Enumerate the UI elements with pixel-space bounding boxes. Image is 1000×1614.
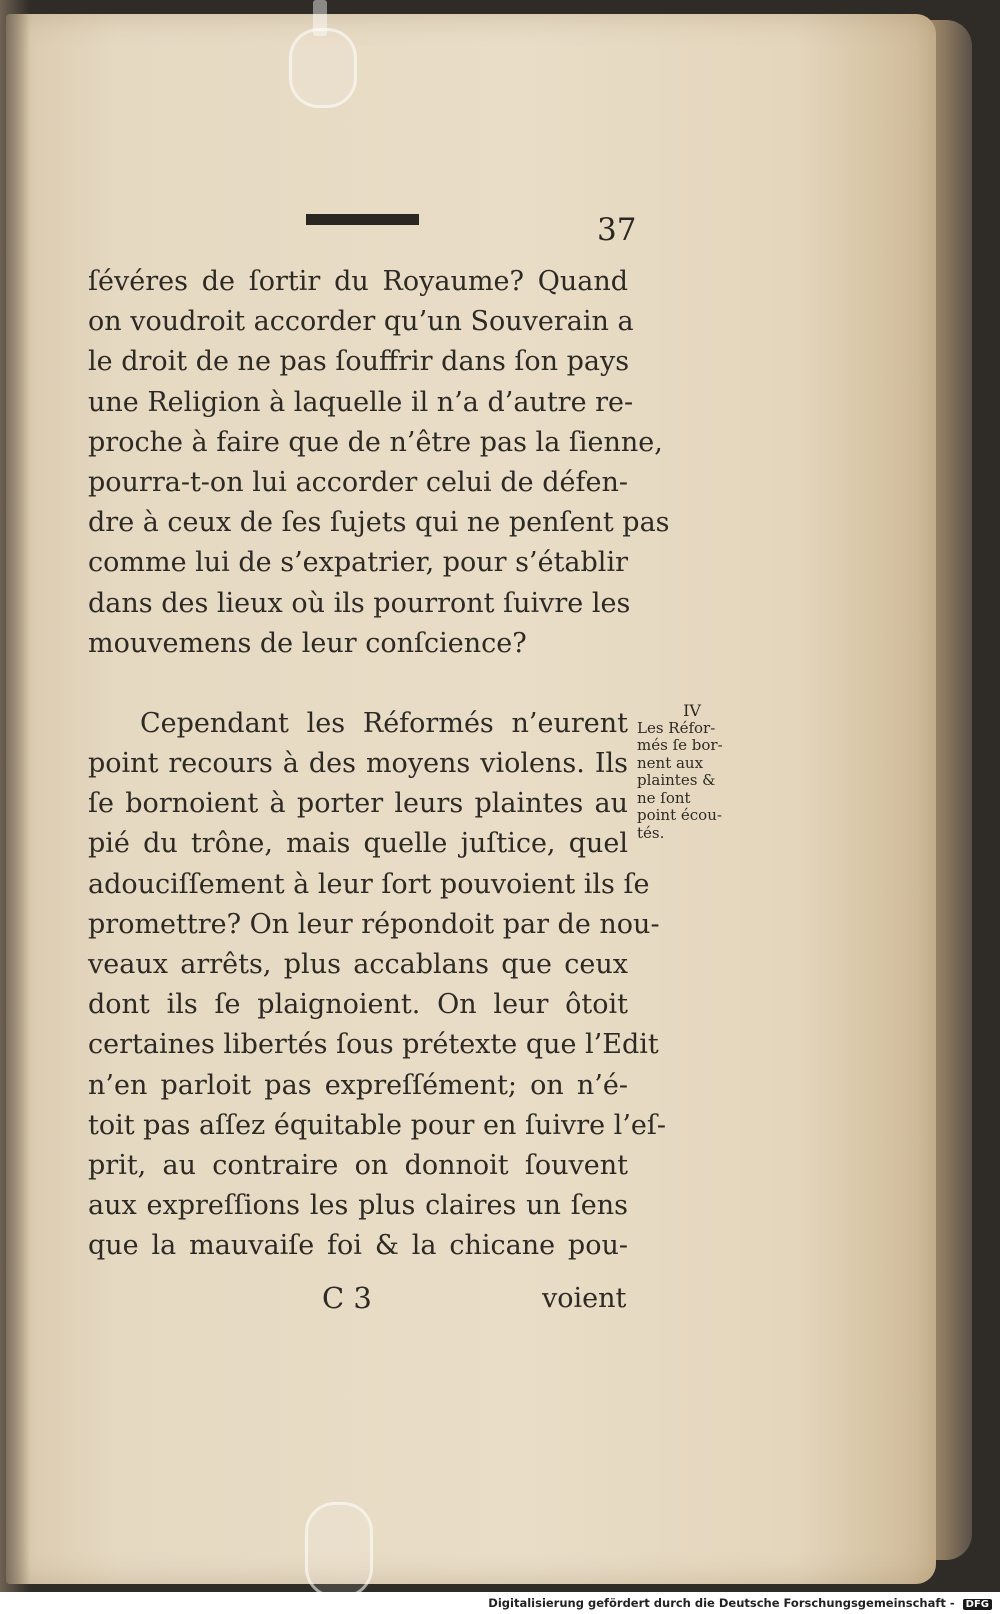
marginal-note-line: plaintes & <box>637 771 716 789</box>
text-line: promettre? On leur répondoit par de nou- <box>88 908 660 940</box>
text-line: dans des lieux où ils pourront ſuivre les <box>88 587 631 619</box>
page-clip-top <box>289 28 357 108</box>
text-line: toit pas aſſez équitable pour en ſuivre l’eſ- <box>88 1109 666 1141</box>
text-line: pourra-t-on lui accorder celui de défen- <box>88 466 628 498</box>
text-line: ſévéres de ſortir du Royaume? Quand <box>88 266 628 297</box>
signature-mark: C 3 <box>322 1281 372 1315</box>
text-line: Cependant les Réformés n’eurent <box>140 707 628 739</box>
spine-shadow <box>0 0 30 1614</box>
marginal-note-line: Les Réfor- <box>637 718 716 737</box>
marginal-note-line: més ſe bor- <box>637 736 723 754</box>
header-rule <box>306 214 419 225</box>
catchword: voient <box>542 1283 627 1314</box>
text-line: n’en parloit pas expreſſément; on n’é- <box>88 1069 628 1101</box>
text-line: certaines libertés ſous prétexte que l’Edit <box>88 1029 659 1061</box>
page-number: 37 <box>597 212 637 248</box>
credit-text: Digitalisierung gefördert durch die Deutsche Forschungsgemeinschaft - <box>488 1596 955 1610</box>
text-line: comme lui de s’expatrier, pour s’établir <box>88 547 628 579</box>
text-line: point recours à des moyens violens. Ils <box>88 748 628 780</box>
text-line: proche à faire que de n’être pas la ſienne, <box>88 426 663 458</box>
text-line: pié du trône, mais quelle juſtice, quel <box>88 828 628 860</box>
marginal-note-line: tés. <box>637 823 665 842</box>
marginal-note-line: point écou- <box>637 806 722 824</box>
marginal-note <box>637 702 737 842</box>
text-line: veaux arrêts, plus accablans que ceux <box>88 949 628 980</box>
marginal-note-line: ne ſont <box>637 788 691 807</box>
text-line: le droit de ne pas ſouffrir dans ſon pays <box>88 346 630 378</box>
digitization-credit <box>488 1596 992 1610</box>
paragraph-1 <box>88 262 670 664</box>
text-line: une Religion à laquelle il n’a d’autre re- <box>88 386 634 418</box>
marginal-note-line: nent aux <box>637 753 704 772</box>
text-line: que la mauvaiſe foi & la chicane pou- <box>88 1230 628 1262</box>
text-line: mouvemens de leur conſcience? <box>88 627 527 659</box>
text-line: prit, au contraire on donnoit ſouvent <box>88 1149 628 1181</box>
text-line: adouciſſement à leur ſort pouvoient ils ſe <box>88 868 650 900</box>
text-line: dont ils ſe plaignoient. On leur ôtoit <box>88 989 628 1021</box>
page-clip-bottom <box>305 1502 373 1598</box>
paragraph-gap <box>88 664 628 704</box>
marginal-note-number: IV <box>683 701 701 720</box>
dfg-logo: DFG <box>963 1599 992 1610</box>
text-line: on voudroit accorder qu’un Souverain a <box>88 306 634 338</box>
text-line: dre à ceux de ſes ſujets qui ne penſent pas <box>88 507 670 539</box>
text-line: ſe bornoient à porter leurs plaintes au <box>88 788 628 820</box>
text-line: aux expreſſions les plus claires un ſens <box>88 1190 628 1222</box>
